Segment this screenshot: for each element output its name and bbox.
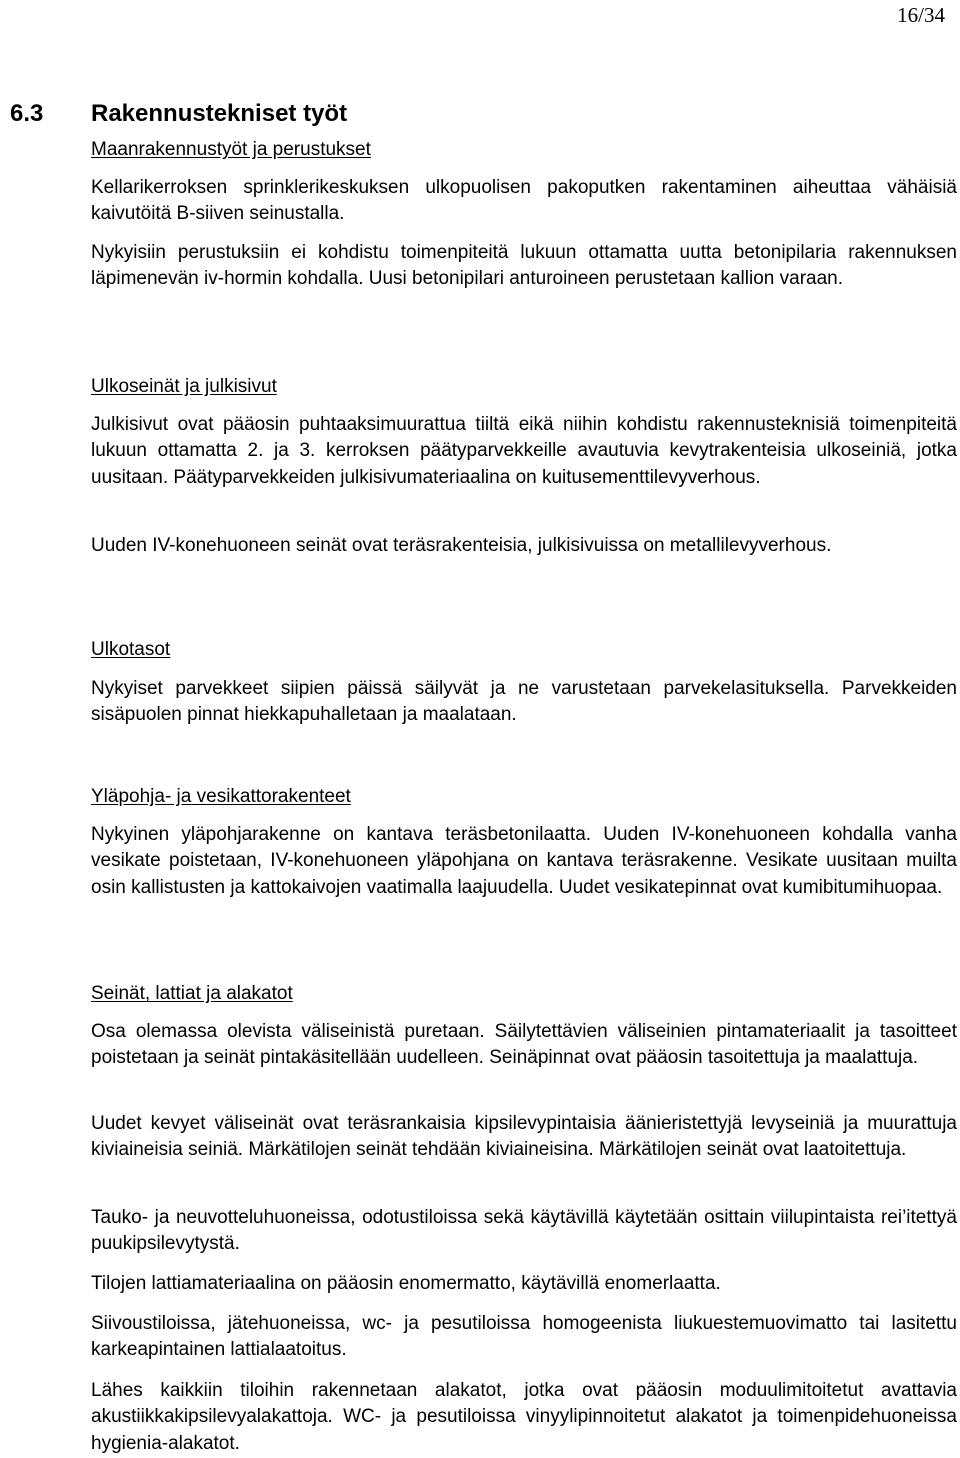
outdoor-decks-paragraph-1 [91, 676, 957, 729]
paragraph: Lähes kaikkiin tiloihin rakennetaan alakatot, jotka ovat pääosin moduulimitoitetut avattavia akustiikkakipsilevyalakattoja. WC- ja pesutiloissa vinyylipinnoitetut alakatot ja toimenpidehuoneissa hygienia-alakatot. [91, 1380, 957, 1454]
facades-paragraph-1 [91, 412, 957, 491]
paragraph: Uuden IV-konehuoneen seinät ovat teräsrakenteisia, julkisivuissa on metallilevyverhous. [91, 535, 832, 556]
paragraph: Tauko- ja neuvotteluhuoneissa, odotustiloissa sekä käytävillä käytetään osittain viilupintaista rei’itettyä puukipsilevytystä. [91, 1207, 957, 1255]
walls-paragraph-1 [91, 1019, 957, 1072]
page-number: 16/34 [897, 3, 945, 27]
paragraph: Siivoustiloissa, jätehuoneissa, wc- ja pesutiloissa homogeenista liukuestemuovimatto tai lasitettu karkeapintainen lattialaatoitus. [91, 1313, 957, 1361]
paragraph: Tilojen lattiamateriaalina on pääosin enomermatto, käytävillä enomerlaatta. [91, 1273, 721, 1294]
paragraph: Nykyinen yläpohjarakenne on kantava teräsbetonilaatta. Uuden IV-konehuoneen kohdalla vanha vesikate poistetaan, IV-konehuoneen yläpohjana on kantava teräsrakenne. Vesikate uusitaan muilta osin kallistusten ja kattokaivojen vaatimalla laajuudella. Uudet vesikatepinnat ovat kumibitumihuopaa. [91, 824, 957, 898]
paragraph: Uudet kevyet väliseinät ovat teräsrankaisia kipsilevypintaisia äänieristettyjä levyseiniä ja muurattuja kiviaineisia seiniä. Märkätilojen seinät tehdään kiviaineisina. Märkätilojen seinät ovat laatoitettuja. [91, 1113, 957, 1161]
foundations-paragraph-2 [91, 240, 957, 293]
subsection-heading: Maanrakennustyöt ja perustukset [91, 139, 371, 160]
subsection-heading: Yläpohja- ja vesikattorakenteet [91, 786, 351, 807]
paragraph: Nykyisiin perustuksiin ei kohdistu toimenpiteitä lukuun ottamatta uutta betonipilaria rakennuksen läpimenevän iv-hormin kohdalla. Uusi betonipilari anturoineen perustetaan kallion varaan. [91, 242, 957, 290]
facades-paragraph-2 [91, 533, 957, 559]
subsection-roof [91, 783, 957, 810]
paragraph: Julkisivut ovat pääosin puhtaaksimuurattua tiiltä eikä niihin kohdistu rakennusteknisiä toimenpiteitä lukuun ottamatta 2. ja 3. kerroksen päätyparvekkeille avautuvia kevytrakenteisia ulkoseiniä, jotka uusitaan. Päätyparvekkeiden julkisivumateriaalina on kuitusementtilevyverhous. [91, 414, 957, 488]
subsection-walls-floors-ceilings [91, 980, 957, 1007]
roof-paragraph-1 [91, 822, 957, 901]
walls-paragraph-5 [91, 1311, 957, 1364]
paragraph: Nykyiset parvekkeet siipien päissä säilyvät ja ne varustetaan parvekelasituksella. Parvekkeiden sisäpuolen pinnat hiekkapuhalletaan ja maalataan. [91, 678, 957, 726]
subsection-foundations [91, 136, 957, 163]
section-title: Rakennustekniset työt [91, 100, 348, 127]
subsection-heading: Ulkoseinät ja julkisivut [91, 376, 277, 397]
walls-paragraph-2 [91, 1111, 957, 1164]
walls-paragraph-6 [91, 1378, 957, 1457]
subsection-facades [91, 373, 957, 400]
walls-paragraph-4 [91, 1271, 957, 1297]
subsection-outdoor-decks [91, 636, 957, 663]
paragraph: Kellarikerroksen sprinklerikeskuksen ulkopuolisen pakoputken rakentaminen aiheuttaa vähäisiä kaivutöitä B-siiven seinustalla. [91, 177, 957, 225]
paragraph: Osa olemassa olevista väliseinistä puretaan. Säilytettävien väliseinien pintamateriaalit ja tasoitteet poistetaan ja seinät pintakäsitellään uudelleen. Seinäpinnat ovat pääosin tasoitettuja ja maalattuja. [91, 1021, 957, 1069]
walls-paragraph-3 [91, 1205, 957, 1258]
subsection-heading: Seinät, lattiat ja alakatot [91, 983, 293, 1004]
foundations-paragraph-1 [91, 175, 957, 228]
section-number: 6.3 [10, 100, 44, 127]
subsection-heading: Ulkotasot [91, 639, 171, 660]
